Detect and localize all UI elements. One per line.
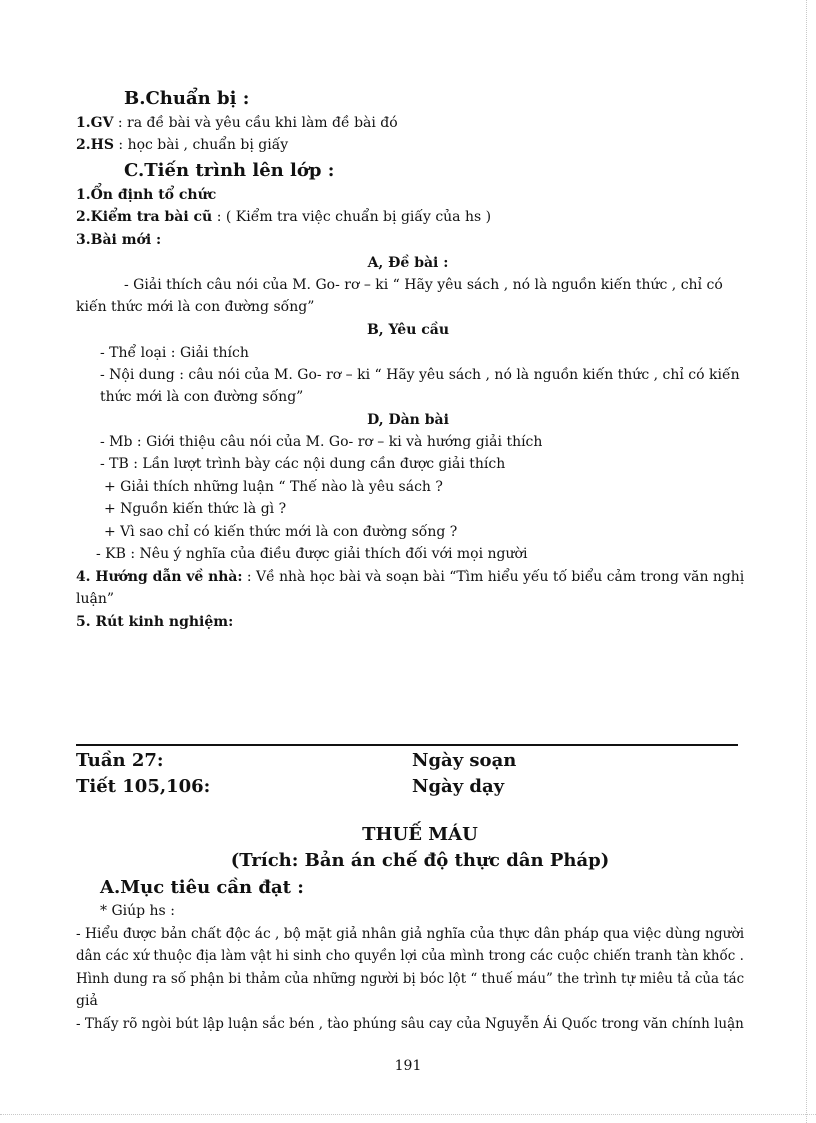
teach-date-label: Ngày dạy [412,776,505,797]
dan-bai-item: + Nguồn kiến thức là gì ? [104,501,287,517]
dan-bai-item: + Vì sao chỉ có kiến thức mới là con đường sống ? [104,524,458,540]
section-divider [76,744,738,746]
dan-bai-item: + Giải thích những luận “ Thế nào là yêu sách ? [104,479,443,495]
step4-line [76,568,744,586]
lesson-title: THUẾ MÁU [362,824,478,845]
hs-text: : học bài , chuẩn bị giấy [113,137,289,153]
help-line: * Giúp hs : [100,903,175,919]
prep-date-label: Ngày soạn [412,750,517,771]
yeu-cau-line1: - Thể loại : Giải thích [100,345,249,361]
dan-bai-item: - TB : Lần lượt trình bày các nội dung cần được giải thích [100,456,506,472]
step2-line [76,208,491,226]
objective-line: Hình dung ra số phận bi thảm của những người bị bóc lột “ thuế máu” the trình tự miêu tả của tác [76,971,745,987]
period-label: Tiết 105,106: [76,776,211,797]
step3: 3.Bài mới : [76,232,162,248]
gv-line [76,114,398,132]
step1: 1.Ổn định tổ chức [76,187,217,203]
yeu-cau-heading: B, Yêu cầu [366,322,450,338]
gv-text: : ra đề bài và yêu cầu khi làm đề bài đó [113,115,398,131]
de-bai-heading: A, Đề bài : [367,255,449,271]
objective-line: dân các xứ thuộc địa làm vật hi sinh cho quyền lợi của mình trong các cuộc chiến tranh tàn khốc . [76,948,744,964]
dan-bai-item: - KB : Nêu ý nghĩa của điều được giải thích đối với mọi người [96,546,528,562]
dan-bai-item: - Mb : Giới thiệu câu nói của M. Go- rơ – ki và hướng giải thích [100,434,543,450]
page-border-bottom [0,1114,816,1115]
gv-label: 1.GV [76,115,114,131]
lesson-subtitle: (Trích: Bản án chế độ thực dân Pháp) [230,850,610,871]
objective-line: - Thấy rõ ngòi bút lập luận sắc bén , tào phúng sâu cay của Nguyễn Ái Quốc trong văn chính luận [76,1016,744,1032]
step2-label: 2.Kiểm tra bài cũ [76,209,213,225]
yeu-cau-line3: thức mới là con đường sống” [100,389,304,405]
dan-bai-heading: D, Dàn bài [367,412,449,428]
section-b-heading: B.Chuẩn bị : [124,88,250,109]
step4-text: : Về nhà học bài và soạn bài “Tìm hiểu yếu tố biểu cảm trong văn nghị [242,569,745,585]
week-label: Tuần 27: [76,750,164,771]
objective-line: giả [76,993,98,1009]
yeu-cau-line2: - Nội dung : câu nói của M. Go- rơ – ki “ Hãy yêu sách , nó là nguồn kiến thức , chỉ có kiến [100,367,740,383]
step4-label: 4. Hướng dẫn về nhà: [76,569,243,585]
page-number: 191 [394,1058,422,1074]
step2-text: : ( Kiểm tra việc chuẩn bị giấy của hs ) [212,209,492,225]
hs-label: 2.HS [76,137,114,153]
hs-line [76,136,288,154]
de-bai-line2: kiến thức mới là con đường sống” [76,299,315,315]
objective-line: - Hiểu được bản chất độc ác , bộ mặt giả nhân giả nghĩa của thực dân pháp qua việc dùng người [76,926,745,942]
de-bai-line1: - Giải thích câu nói của M. Go- rơ – ki “ Hãy yêu sách , nó là nguồn kiến thức , chỉ có [124,277,723,293]
step4-line2: luận” [76,591,115,607]
step5-label: 5. Rút kinh nghiệm: [76,614,234,630]
objectives-heading: A.Mục tiêu cần đạt : [100,877,304,898]
page-border-right [806,0,807,1123]
section-c-heading: C.Tiến trình lên lớp : [124,160,335,181]
